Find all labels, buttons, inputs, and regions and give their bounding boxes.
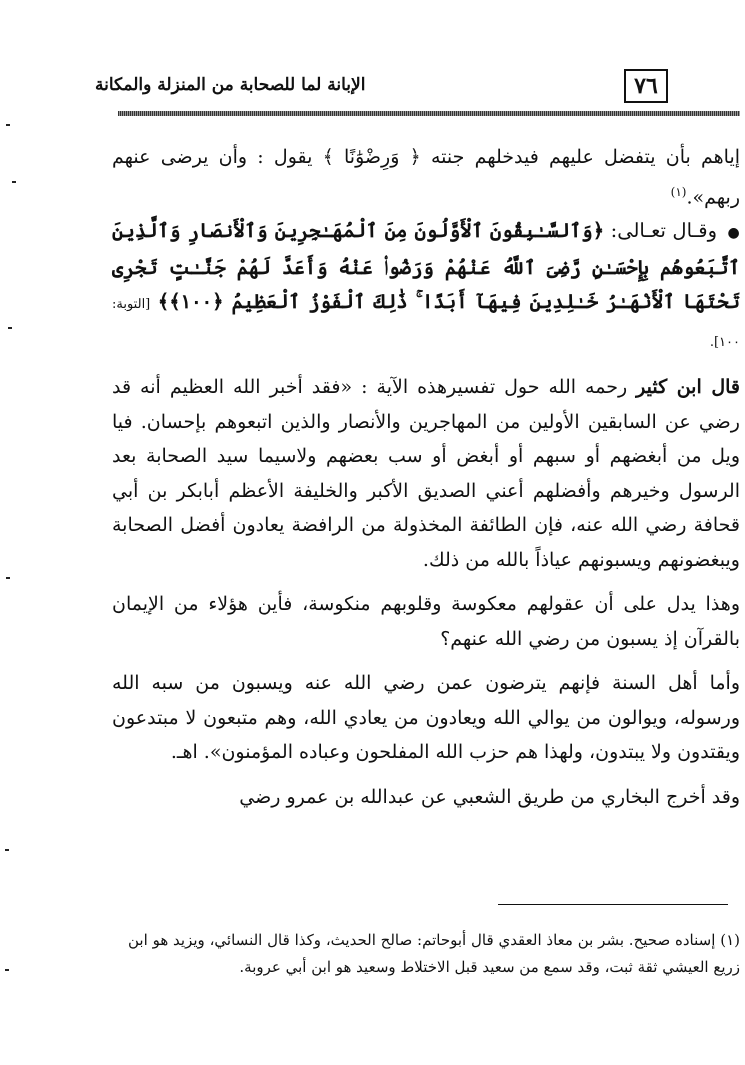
- verse-intro: وقـال تعـالى:: [610, 219, 717, 243]
- scan-mark: [6, 124, 10, 126]
- quran-verse: ﴿وَٱلسَّـٰبِقُونَ ٱلْأَوَّلُونَ مِنَ ٱلْمُهَـٰجِرِينَ وَٱلْأَنصَارِ وَٱلَّذِينَ ٱتَّبَعُوهُم بِإِحْسَـٰنٍ رَّضِىَ ٱللَّهُ عَنْهُمْ وَرَضُوا۟ عَنْهُ وَأَعَدَّ لَهُمْ جَنَّـٰتٍ تَجْرِى تَحْتَهَا ٱلْأَنْهَـٰرُ خَـٰلِدِينَ فِيهَآ أَبَدًا ۚ ذَٰلِكَ ٱلْفَوْزُ ٱلْعَظِيمُ ﴿١٠٠﴾﴾: [112, 219, 741, 314]
- author-name: قال ابن كثير: [636, 376, 740, 399]
- scan-mark: [8, 327, 12, 329]
- footnote-divider: [498, 904, 728, 905]
- footnote-marker: (١): [720, 931, 740, 949]
- bullet-icon: ●: [727, 225, 740, 242]
- paragraph-3: [112, 370, 740, 577]
- verse-reference: [التوبة: ١٠٠].: [112, 297, 740, 350]
- footnote: [128, 927, 740, 981]
- page-number: ٧٦: [624, 69, 668, 103]
- footnote-text: إسناده صحيح. بشر بن معاذ العقدي قال أبوحاتم: صالح الحديث، وكذا قال النسائي، ويزيد هو ابن زريع العيشي ثقة ثبت، وقد سمع من سعيد قبل الاختلاط وسعيد هو ابن أبي عروبة.: [128, 931, 740, 976]
- scan-mark: [5, 849, 9, 851]
- paragraph-3-text: رحمه الله حول تفسيرهذه الآية : «فقد أخبر الله العظيم أنه قد رضي عن السابقين الأولين من المهاجرين والأنصار والذين اتبعوهم بإحسان. فيا ويل من أبغضهم أو سبهم أو أبغض أو سب بعضهم ولاسيما سيد الصحابة بعد الرسول وخيرهم وأفضلهم أعني الصديق الأكبر والخليفة الأعظم أبابكر بن أبي قحافة رضي الله عنه، فإن الطائفة المخذولة من الرافضة يعادون أفضل الصحابة ويبغضونهم ويسبونهم عياذاً بالله من ذلك.: [112, 376, 740, 571]
- paragraph-6: وقد أخرج البخاري من طريق الشعبي عن عبدالله بن عمرو رضي: [239, 785, 740, 808]
- footnote-reference: (١): [670, 184, 687, 199]
- scan-mark: [5, 969, 9, 971]
- paragraph-1-line-1: إياهم بأن يتفضل عليهم فيدخلهم جنته ﴿ وَرِضْوَٰنًا ﴾ يقول : وأن يرضى: [160, 146, 741, 168]
- scan-mark: [12, 181, 16, 183]
- main-text: [112, 140, 740, 814]
- paragraph-4: وهذا يدل على أن عقولهم معكوسة وقلوبهم منكوسة، فأين هؤلاء من الإيمان بالقرآن إذ يسبون من رضي الله عنهم؟: [112, 593, 740, 650]
- paragraph-1: [112, 140, 740, 214]
- running-header-title: الإبانة لما للصحابة من المنزلة والمكانة: [95, 75, 366, 95]
- paragraph-1-line-2: عنهم ربهم».: [112, 146, 740, 208]
- header-divider: [118, 111, 740, 116]
- paragraph-2: [112, 214, 740, 360]
- paragraph-5: وأما أهل السنة فإنهم يترضون عمن رضي الله عنه ويسبون من سبه الله ورسوله، ويوالون من يوالي الله ويعادون من يعادي الله، وهم متبعون لا مبتدعون ويقتدون ولا يبتدون، ولهذا هم حزب الله المفلحون وعباده المؤمنون». اهـ.: [112, 672, 740, 764]
- scan-mark: [6, 577, 10, 579]
